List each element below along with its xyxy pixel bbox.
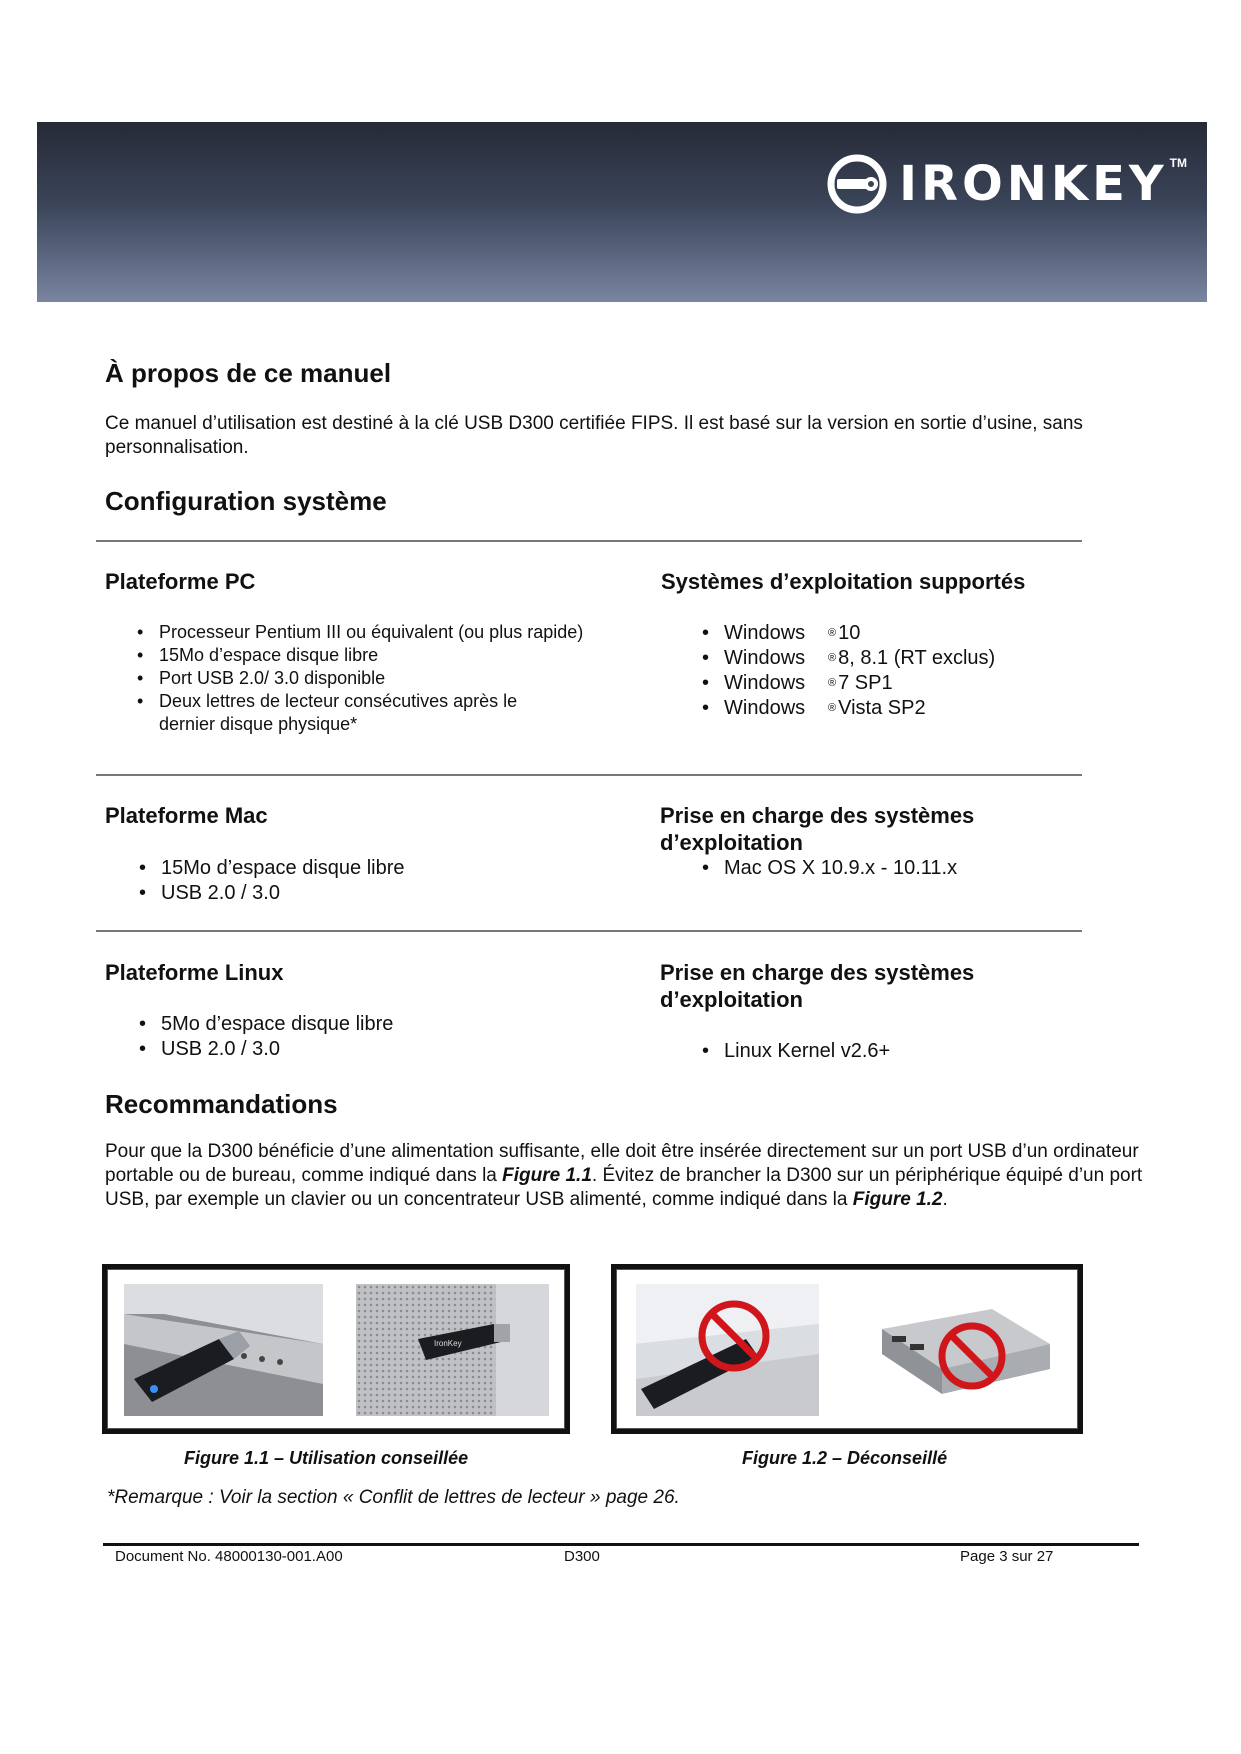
brand-name: IRONKEY: [899, 156, 1168, 212]
product-name: D300: [564, 1548, 600, 1565]
list-item: • USB 2.0 / 3.0: [139, 881, 405, 906]
divider: [96, 540, 1082, 542]
mac-requirements-list: [139, 856, 405, 906]
divider: [96, 774, 1082, 776]
pc-requirements-list: [137, 621, 617, 736]
figure-1-2-caption: Figure 1.2 – Déconseillé: [742, 1448, 948, 1468]
list-item: • 15Mo d’espace disque libre: [139, 856, 405, 881]
list-item: • Windows ® 8, 8.1 (RT exclus): [702, 646, 995, 671]
usb-hub-photo: [872, 1284, 1058, 1416]
mac-os-list: [702, 856, 957, 881]
pc-os-title: Systèmes d’exploitation supportés: [661, 569, 1026, 594]
note: *Remarque : Voir la section « Conflit de lettres de lecteur » page 26.: [107, 1487, 680, 1508]
figure-reference: Figure 1.2: [852, 1189, 943, 1210]
list-item: • Windows ® 10: [702, 621, 995, 646]
list-item: • 5Mo d’espace disque libre: [139, 1012, 393, 1037]
footer-divider: [103, 1543, 1139, 1546]
linux-os-title: Prise en charge des systèmes d’exploitation: [660, 960, 975, 1012]
list-item: • Linux Kernel v2.6+: [702, 1039, 890, 1064]
header-banner: [37, 122, 1207, 302]
linux-os-list: [702, 1039, 890, 1064]
list-item: • USB 2.0 / 3.0: [139, 1037, 393, 1062]
document-number: Document No. 48000130-001.A00: [115, 1548, 343, 1565]
linux-requirements-list: [139, 1012, 393, 1062]
ironkey-logo: [825, 152, 1187, 216]
about-text: Ce manuel d’utilisation est destiné à la clé USB D300 certifiée FIPS. Il est basé sur la version en sortie d’usine, sans personnalisation.: [105, 413, 1083, 458]
list-item: • 15Mo d’espace disque libre: [137, 644, 617, 667]
list-item: • Mac OS X 10.9.x - 10.11.x: [702, 856, 957, 881]
figure-1-1: [102, 1264, 570, 1434]
pc-platform-title: Plateforme PC: [105, 569, 256, 594]
list-item: • Deux lettres de lecteur consécutives après le dernier disque physique*: [137, 690, 559, 736]
recommendations-title: Recommandations: [105, 1089, 338, 1119]
figure-1-1-caption: Figure 1.1 – Utilisation conseillée: [184, 1448, 469, 1468]
list-item: • Port USB 2.0/ 3.0 disponible: [137, 667, 617, 690]
mac-os-title: Prise en charge des systèmes d’exploitation: [660, 803, 975, 855]
drive-label: IronKey: [434, 1339, 462, 1348]
trademark-symbol: TM: [1169, 156, 1187, 170]
list-item: • Processeur Pentium III ou équivalent (ou plus rapide): [137, 621, 617, 644]
key-ring-icon: [825, 152, 889, 216]
figure-reference: Figure 1.1: [502, 1165, 592, 1186]
list-item: • Windows ® 7 SP1: [702, 671, 995, 696]
laptop-usb-photo: [124, 1284, 323, 1416]
linux-platform-title: Plateforme Linux: [105, 960, 284, 985]
list-item: • Windows ® Vista SP2: [702, 696, 995, 721]
desktop-usb-photo: [356, 1284, 549, 1416]
pc-os-list: [702, 621, 995, 721]
mac-platform-title: Plateforme Mac: [105, 803, 268, 828]
config-title: Configuration système: [105, 486, 387, 516]
keyboard-usb-photo: [636, 1284, 819, 1416]
page-number: Page 3 sur 27: [960, 1548, 1054, 1565]
divider: [96, 930, 1082, 932]
figure-1-2: [611, 1264, 1083, 1434]
about-title: À propos de ce manuel: [105, 358, 392, 388]
recommendations-text: Pour que la D300 bénéficie d’une alimentation suffisante, elle doit être insérée directement sur un port USB d’un ordinateur portable ou de bureau, comme indiqué dans la Figure 1.1. Évitez de brancher la D300 sur un périphérique équipé d’un port USB, par exemple un clavier ou un concentrateur USB alimenté, comme indiqué dans la Figure 1.2.: [105, 1141, 1143, 1210]
